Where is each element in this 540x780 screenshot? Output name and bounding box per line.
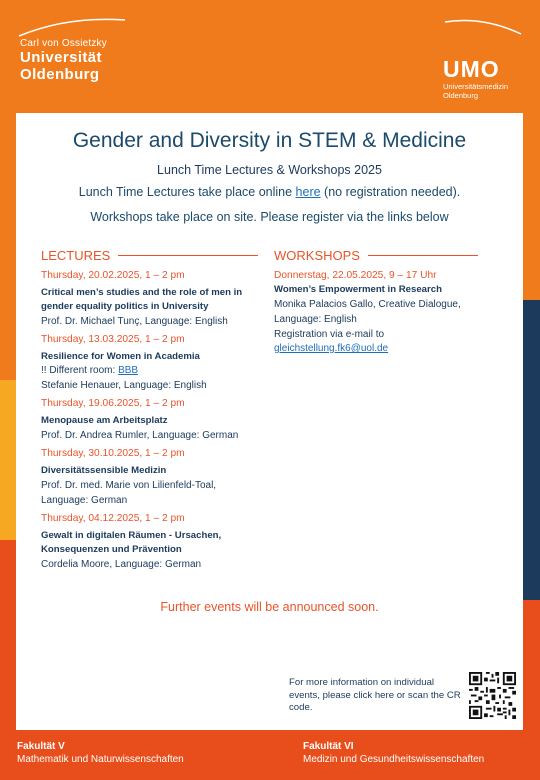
umo-logo-name: UMO: [443, 56, 500, 82]
umo-logo-arc-icon: [443, 18, 523, 38]
workshops-heading-label: WORKSHOPS: [274, 248, 360, 263]
faculty-vi-footer: [303, 740, 484, 766]
more-info-text[interactable]: For more information on individual events, please click here or scan the CR code.: [289, 677, 461, 713]
workshop-item: [274, 269, 504, 356]
workshop-speaker: [274, 297, 504, 342]
lecture-item: [41, 512, 271, 572]
intro-online-text: Lunch Time Lectures take place online: [78, 185, 296, 199]
workshops-heading: [274, 248, 478, 263]
workshop-speaker-line: Monika Palacios Gallo, Creative Dialogue,: [274, 299, 461, 310]
uol-logo[interactable]: [17, 38, 107, 83]
lecture-item: [41, 397, 271, 443]
lecture-title-line: Gewalt in digitalen Räumen - Ursachen,: [41, 530, 222, 541]
lecture-date: Thursday, 19.06.2025, 1 – 2 pm: [41, 398, 185, 409]
lecture-speaker: Prof. Dr. Michael Tunç, Language: English: [41, 316, 228, 327]
lectures-list: [41, 269, 271, 576]
intro-onsite: Workshops take place on site. Please register via the links below: [90, 210, 449, 224]
page-title: Gender and Diversity in STEM & Medicine: [72, 129, 467, 152]
lecture-speaker: [41, 478, 271, 508]
uol-logo-line1: Carl von Ossietzky: [20, 38, 107, 49]
workshop-speaker-line: Language: English: [274, 314, 357, 325]
room-note-text: !! Different room:: [41, 365, 119, 376]
further-events-note: Further events will be announced soon.: [160, 600, 379, 614]
lecture-date: Thursday, 20.02.2025, 1 – 2 pm: [41, 270, 185, 281]
uol-logo-arc-icon: [17, 18, 127, 38]
registration-email-link[interactable]: gleichstellung.fk6@uol.de: [274, 343, 389, 354]
faculty-v-name: Fakultät V: [17, 741, 65, 752]
lecture-speaker-line: Language: German: [41, 495, 128, 506]
lecture-title: [41, 350, 271, 364]
faculty-v-footer: [17, 740, 184, 766]
lecture-title: [41, 529, 271, 557]
lecture-title-line: Konsequenzen und Prävention: [41, 544, 182, 555]
content-panel: [16, 113, 523, 730]
umo-logo[interactable]: [443, 38, 508, 100]
lecture-date: Thursday, 13.03.2025, 1 – 2 pm: [41, 334, 185, 345]
faculty-v-desc: Mathematik und Naturwissenschaften: [17, 754, 184, 765]
bbb-link[interactable]: BBB: [118, 365, 139, 376]
lecture-date: Thursday, 30.10.2025, 1 – 2 pm: [41, 448, 185, 459]
intro-online: [16, 185, 523, 199]
lecture-room-note: [41, 364, 271, 378]
workshop-title: Women’s Empowerment in Research: [274, 284, 442, 295]
workshops-heading-rule: [368, 255, 478, 256]
faculty-vi-desc: Medizin und Gesundheitswissenschaften: [303, 754, 485, 765]
faculty-vi-name: Fakultät VI: [303, 741, 354, 752]
lecture-title-line: Critical men’s studies and the role of men in: [41, 287, 243, 298]
uol-logo-line2: Universität: [20, 49, 102, 66]
lectures-heading-rule: [118, 255, 258, 256]
lecture-title: [41, 464, 271, 478]
intro-online-text-end: (no registration needed).: [320, 185, 461, 199]
lecture-title-line: Diversitätssensible Medizin: [41, 465, 167, 476]
lecture-speaker: Stefanie Henauer, Language: English: [41, 380, 207, 391]
workshop-date: Donnerstag, 22.05.2025, 9 – 17 Uhr: [274, 270, 437, 281]
workshop-speaker-line: Registration via e-mail to: [274, 329, 385, 340]
uol-logo-line3: Oldenburg: [20, 66, 100, 83]
here-link[interactable]: here: [295, 185, 321, 199]
lecture-title-line: Menopause am Arbeitsplatz: [41, 415, 168, 426]
lecture-speaker: Cordelia Moore, Language: German: [41, 559, 202, 570]
qr-code-icon[interactable]: [469, 672, 516, 719]
lecture-item: [41, 447, 271, 508]
umo-logo-line1: Universitätsmedizin: [443, 82, 509, 91]
lecture-speaker-line: Prof. Dr. med. Marie von Lilienfeld-Toal,: [41, 480, 217, 491]
lecture-date: Thursday, 04.12.2025, 1 – 2 pm: [41, 513, 185, 524]
lecture-title: [41, 414, 271, 428]
lecture-title-line: Resilience for Women in Academia: [41, 351, 200, 362]
lectures-heading: [41, 248, 258, 263]
lecture-item: [41, 333, 271, 393]
lectures-heading-label: LECTURES: [41, 248, 111, 263]
page-subtitle: Lunch Time Lectures & Workshops 2025: [157, 163, 382, 177]
umo-logo-line2: Oldenburg: [443, 91, 479, 100]
lecture-title: [41, 286, 271, 314]
lecture-title-line: gender equality politics in University: [41, 301, 209, 312]
lecture-speaker: Prof. Dr. Andrea Rumler, Language: German: [41, 430, 239, 441]
lecture-item: [41, 269, 271, 329]
workshops-list: [274, 269, 504, 360]
